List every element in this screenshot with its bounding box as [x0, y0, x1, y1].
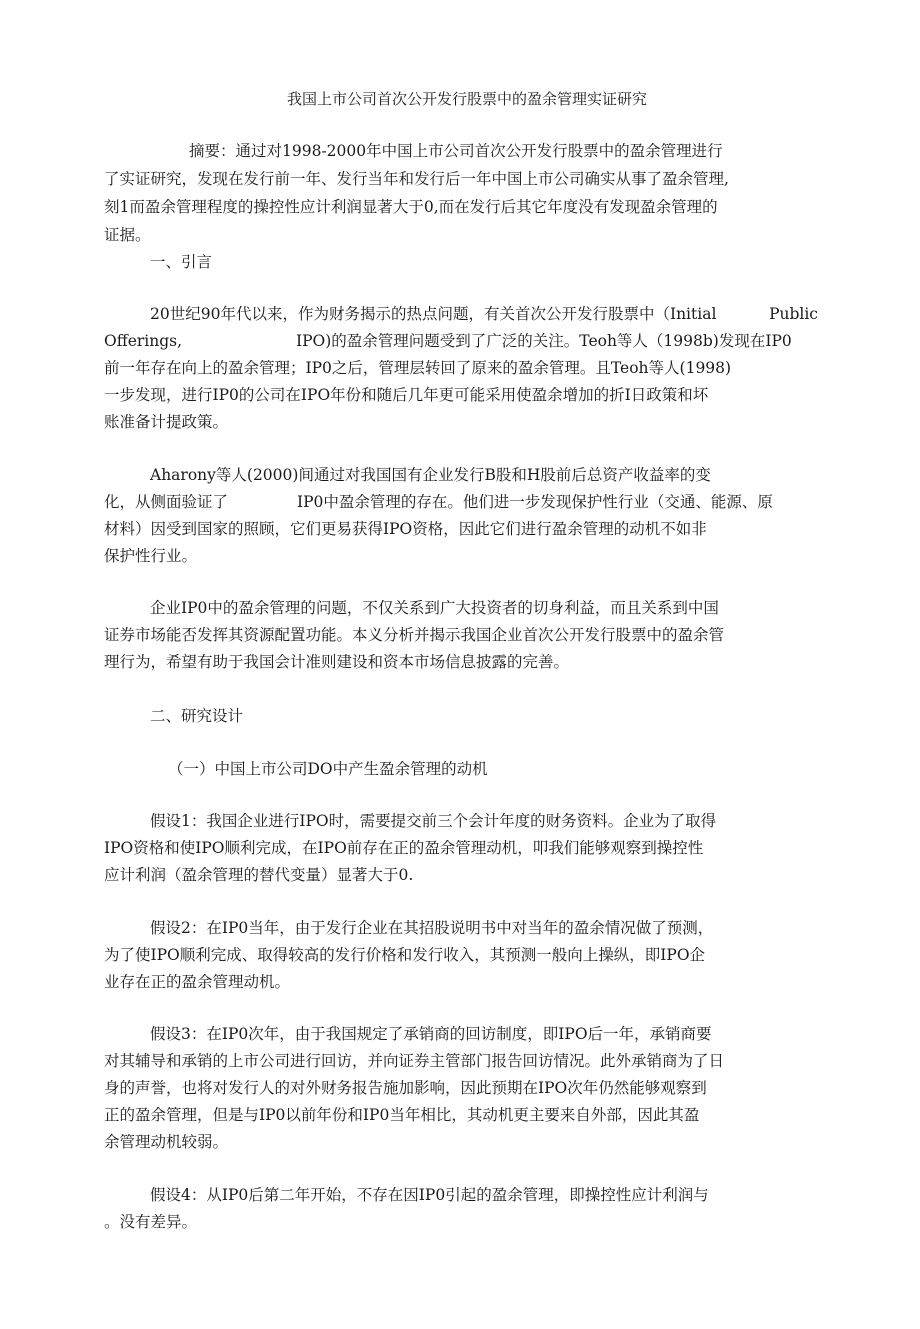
hypothesis-line: 假设3：在IP0次年，由于我国规定了承销商的回访制度，即IPO后一年，承销商要 [150, 1025, 712, 1043]
hypothesis-line: 假设4：从IP0后第二年开始，不存在因IP0引起的盈余管理，即操控性应计利润与 [150, 1186, 709, 1204]
hypothesis-line: 正的盈余管理，但是与IP0以前年份和IP0当年相比，其动机更主要来自外部，因此其盈 [104, 1106, 700, 1124]
paragraph-line: 账准备计提政策。 [104, 413, 229, 431]
hypothesis-line: 假设1：我国企业进行IPO时，需要提交前三个会计年度的财务资料。企业为了取得 [150, 812, 717, 830]
paragraph-line: 化，从侧面验证了 [104, 493, 229, 511]
paragraph-line: 材料）因受到国家的照顾，它们更易获得IPO资格，因此它们进行盈余管理的动机不如非 [104, 520, 707, 538]
paragraph-line: 证券市场能否发挥其资源配置功能。本义分析并揭示我国企业首次公开发行股票中的盈余管 [104, 626, 725, 644]
hypothesis-line: 身的声誉，也将对发行人的对外财务报告施加影响，因此预期在IPO次年仍然能够观察到 [104, 1079, 707, 1097]
hypothesis-line: 为了使IPO顺利完成、取得较高的发行价格和发行收入，其预测一般向上操纵，即IPO企 [104, 946, 706, 964]
hypothesis-line: 对其辅导和承销的上市公司进行回访，并向证券主管部门报告回访情况。此外承销商为了日 [104, 1052, 725, 1070]
subsection-heading: （一）中国上市公司DO中产生盈余管理的动机 [168, 760, 488, 778]
section-heading-design: 二、研究设计 [150, 707, 244, 725]
hypothesis-line: 余管理动机较弱。 [104, 1133, 229, 1151]
section-heading-intro: 一、引言 [150, 253, 213, 271]
line-text: 20世纪90年代以来，作为财务揭示的热点问题，有关首次公开发行股票中（Initial [150, 305, 717, 323]
paragraph-line: Aharony等人(2000)间通过对我国国有企业发行B股和H股前后总资产收益率的变 [150, 466, 711, 484]
paragraph-line: 保护性行业。 [104, 547, 198, 565]
hypothesis-line: 应计利润（盈余管理的替代变量）显著大于0. [104, 866, 414, 884]
abstract-line: 摘要：通过对1998-2000年中国上市公司首次公开发行股票中的盈余管理进行 [189, 142, 723, 160]
paragraph-line: Offerings, [104, 332, 183, 350]
hypothesis-line: 业存在正的盈余管理动机。 [104, 973, 291, 991]
paragraph-line: IPO)的盈余管理问题受到了广泛的关注。Teoh等人（1998b)发现在IP0 [296, 332, 792, 350]
paragraph-line: IP0中盈余管理的存在。他们进一步发现保护性行业（交通、能源、原 [297, 493, 773, 511]
abstract-line: 了实证研究，发现在发行前一年、发行当年和发行后一年中国上市公司确实从事了盈余管理, [104, 170, 729, 188]
paragraph-line: 企业IP0中的盈余管理的问题，不仅关系到广大投资者的切身利益，而且关系到中国 [150, 599, 719, 617]
paragraph-line: 一步发现，进行IP0的公司在IPO年份和随后几年更可能采用使盈余增加的折I日政策和坏 [104, 386, 709, 404]
paragraph-line [150, 304, 818, 324]
hypothesis-line: IPO资格和使IPO顺利完成，在IPO前存在正的盈余管理动机，叩我们能够观察到操控性 [104, 839, 704, 857]
paragraph-line: 前一年存在向上的盈余管理；IP0之后，管理层转回了原来的盈余管理。且Teoh等人(1998) [104, 359, 732, 377]
page-title: 我国上市公司首次公开发行股票中的盈余管理实证研究 [287, 90, 648, 108]
paragraph-line: 理行为，希望有助于我国会计准则建设和资本市场信息披露的完善。 [104, 653, 570, 671]
hypothesis-line: 。没有差异。 [104, 1213, 198, 1231]
abstract-line: 刻1而盈余管理程度的操控性应计利润显著大于0,而在发行后其它年度没有发现盈余管理的 [104, 198, 718, 216]
line-text: Public [769, 305, 818, 323]
abstract-line: 证据。 [104, 226, 151, 244]
hypothesis-line: 假设2：在IP0当年，由于发行企业在其招股说明书中对当年的盈余情况做了预测， [150, 919, 714, 937]
